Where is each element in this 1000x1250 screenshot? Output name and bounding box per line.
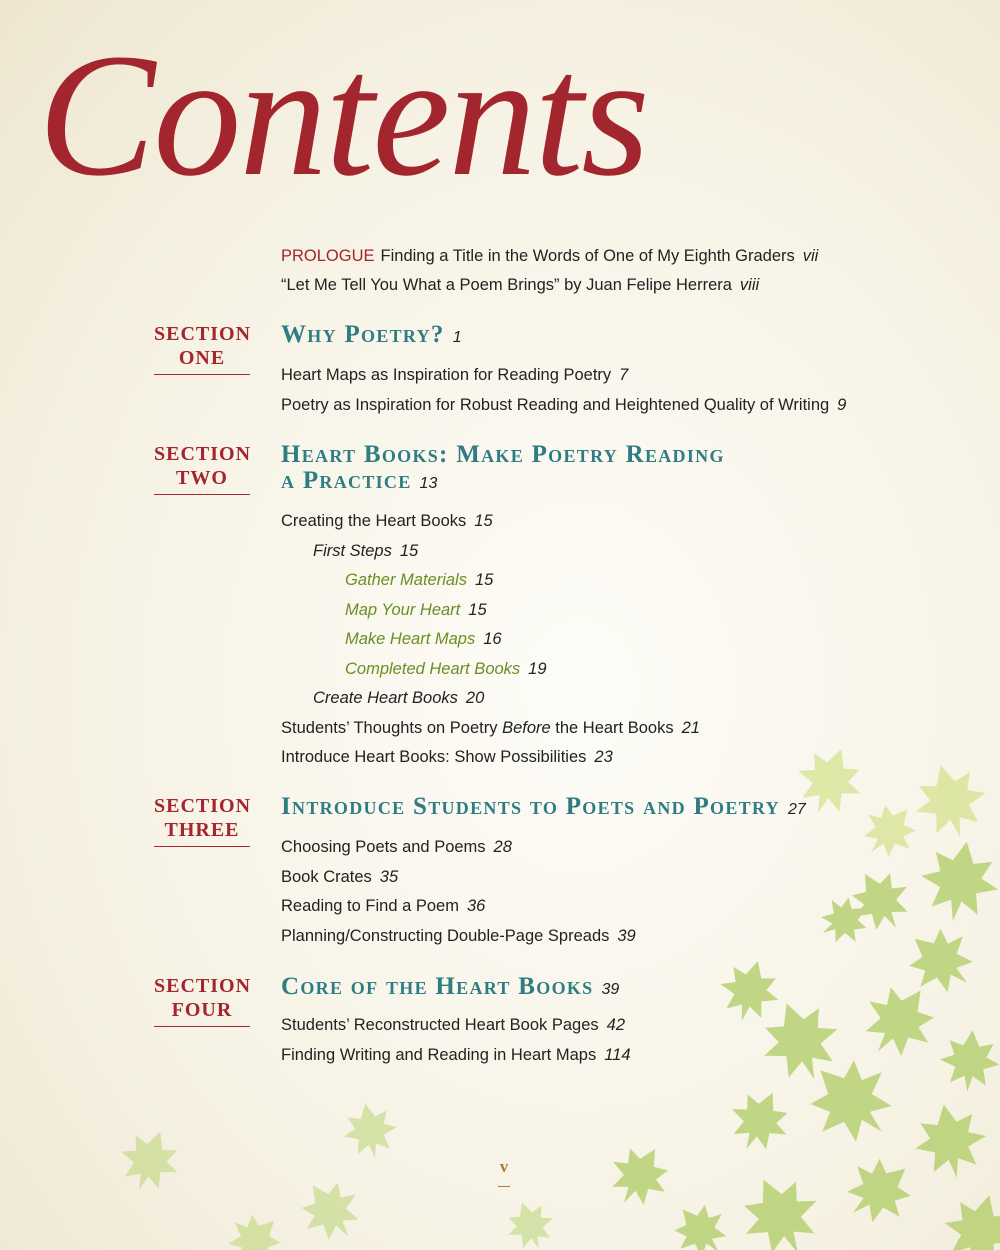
toc-entry[interactable]: Heart Maps as Inspiration for Reading Poetry 7 bbox=[281, 366, 629, 384]
toc-entry[interactable]: Finding Writing and Reading in Heart Maps 114 bbox=[281, 1045, 631, 1064]
toc-entry[interactable]: Reading to Find a Poem 36 bbox=[281, 897, 486, 915]
page-number: 39 bbox=[601, 981, 620, 998]
toc-entry[interactable]: Introduce Heart Books: Show Possibilities 23 bbox=[281, 748, 613, 766]
prologue-text: Finding a Title in the Words of One of My Eighth Graders bbox=[380, 247, 795, 265]
section-title[interactable]: Why Poetry? 1 bbox=[281, 321, 462, 348]
toc-entry[interactable]: Choosing Poets and Poems 28 bbox=[281, 838, 512, 856]
toc-subentry[interactable]: Create Heart Books 20 bbox=[313, 689, 485, 707]
section-title[interactable]: Introduce Students to Poets and Poetry 27 bbox=[281, 793, 806, 820]
page-number: vii bbox=[802, 247, 819, 265]
toc-subsubentry[interactable]: Gather Materials 15 bbox=[345, 571, 494, 589]
page-title: Contents bbox=[38, 18, 648, 213]
poem-text: “Let Me Tell You What a Poem Brings” by Juan Felipe Herrera bbox=[281, 276, 732, 294]
section-label: SECTION ONE bbox=[154, 322, 250, 375]
page-number: 1 bbox=[452, 329, 462, 346]
section-title[interactable]: Core of the Heart Books 39 bbox=[281, 973, 620, 1000]
toc-entry[interactable]: Book Crates 35 bbox=[281, 867, 399, 886]
prologue-label: PROLOGUE bbox=[281, 247, 375, 265]
toc-subsubentry[interactable]: Make Heart Maps 16 bbox=[345, 630, 502, 648]
folio-page-number: v bbox=[499, 1157, 509, 1176]
toc-subentry[interactable]: First Steps 15 bbox=[313, 541, 419, 560]
section-label: SECTION TWO bbox=[154, 442, 250, 495]
section-label: SECTION THREE bbox=[154, 794, 250, 847]
toc-subsubentry[interactable]: Completed Heart Books 19 bbox=[345, 659, 547, 678]
toc-entry[interactable]: Poetry as Inspiration for Robust Reading and Heightened Quality of Writing 9 bbox=[281, 395, 847, 414]
toc-entry[interactable]: Students’ Thoughts on Poetry Before the Heart Books 21 bbox=[281, 718, 700, 737]
section-label: SECTION FOUR bbox=[154, 974, 250, 1027]
page-number: 13 bbox=[419, 475, 438, 492]
page-number: viii bbox=[739, 276, 760, 294]
toc-subsubentry[interactable]: Map Your Heart 15 bbox=[345, 600, 487, 619]
prologue-entry[interactable] bbox=[281, 245, 818, 274]
folio-rule bbox=[498, 1186, 510, 1187]
prologue bbox=[281, 245, 818, 303]
toc-entry[interactable]: Creating the Heart Books 15 bbox=[281, 512, 493, 530]
section-title[interactable]: Heart Books: Make Poetry Reading a Practice 13 bbox=[281, 441, 725, 494]
toc-entry[interactable]: Students’ Reconstructed Heart Book Pages 42 bbox=[281, 1016, 626, 1034]
page-number: 27 bbox=[787, 801, 806, 818]
toc-entry[interactable]: Planning/Constructing Double-Page Spreads 39 bbox=[281, 926, 636, 945]
poem-entry[interactable] bbox=[281, 274, 818, 303]
